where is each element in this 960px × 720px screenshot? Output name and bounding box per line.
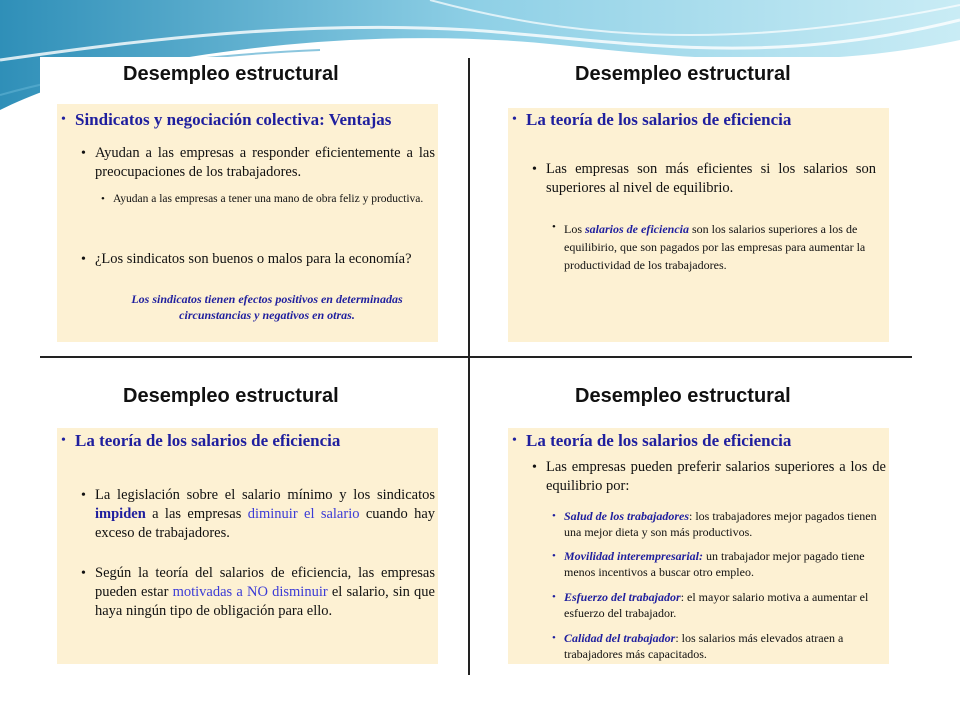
q3-b1-e: cuando hay exceso de trabajadores. [95,506,436,541]
q4-s1-text: : los trabajadores mejor pagados tienen una mejor dieta y son más productivos. [564,509,877,539]
q2-title: Desempleo estructural [575,63,791,85]
q3-b1-a: La legislación sobre el salario mínimo y los sindicatos [95,487,435,503]
q3-b1-c: a las empresas [145,506,248,522]
q3-heading: La teoría de los salarios de eficiencia [75,431,341,450]
bullet-dot-icon: • [81,488,86,503]
q3-b2-c: el salario, sin que haya ningún tipo de obligación para ello. [95,584,435,619]
q3-b2-a: Según la teoría del salarios de eficiencia, las empresas pueden estar [95,565,435,600]
horizontal-divider [40,356,912,358]
q4-sub-2 [564,548,886,580]
bullet-dot-icon: • [552,221,556,233]
bullet-dot-icon: • [81,146,86,161]
q2-bullet-1: Las empresas son más eficientes si los salarios son superiores al nivel de equilibrio. [546,161,876,196]
q2-sub-1 [564,220,886,274]
q3-bullet-1 [95,486,435,543]
bullet-dot-icon: • [532,162,537,177]
bullet-dot-icon: • [61,433,66,448]
q3-b2-b: motivadas a NO disminuir [172,584,328,600]
bullet-dot-icon: • [101,193,105,205]
q4-s4-text: : los salarios más elevados atraen a trabajadores más capacitados. [564,631,844,661]
q4-panel [508,428,889,664]
bullet-dot-icon: • [552,510,556,522]
q4-title: Desempleo estructural [575,385,791,407]
q4-s3-text: : el mayor salario motiva a aumentar el esfuerzo del trabajador. [564,590,869,620]
q3-title: Desempleo estructural [123,385,339,407]
q3-panel [57,428,438,664]
q1-panel [57,104,438,342]
q1-bullet-2: ¿Los sindicatos son buenos o malos para la economía? [95,251,412,267]
bullet-dot-icon: • [81,252,86,267]
bullet-dot-icon: • [552,632,556,644]
q4-s1-term: Salud de los trabajadores [564,509,690,523]
q4-s2-term: Movilidad interempresarial: [564,549,703,563]
q2-heading: La teoría de los salarios de eficiencia [526,110,792,129]
q1-heading: Sindicatos y negociación colectiva: Ventajas [75,110,392,129]
q2-panel [508,108,889,342]
q4-sub-4 [564,630,886,662]
q4-s2-text: un trabajador mejor pagado tiene menos incentivos a buscar otro empleo. [564,549,865,579]
q4-bullet-1: Las empresas pueden preferir salarios superiores a los de equilibrio por: [546,459,886,494]
q2-sub-1-term: salarios de eficiencia [585,222,689,236]
q1-title: Desempleo estructural [123,63,339,85]
q4-sub-1 [564,508,886,540]
bullet-dot-icon: • [552,550,556,562]
bullet-dot-icon: • [512,112,517,127]
q4-s4-term: Calidad del trabajador [564,631,676,645]
q1-bullet-1: Ayudan a las empresas a responder eficientemente a las preocupaciones de los trabajadores. [95,145,435,180]
q2-sub-1-pre: Los [564,222,585,236]
q1-sub-1: Ayudan a las empresas a tener una mano de obra feliz y productiva. [113,193,424,205]
bullet-dot-icon: • [61,112,66,127]
q4-sub-3 [564,589,886,621]
bullet-dot-icon: • [512,433,517,448]
bullet-dot-icon: • [81,566,86,581]
q2-sub-1-post: son los salarios superiores a los de equilibirio, que son pagados por las empresas para aumentar la productividad de los trabajadores. [564,222,866,272]
q3-b1-b: impiden [95,506,146,522]
q1-note: Los sindicatos tienen efectos positivos en determinadas circunstancias y negativos en otras. [131,292,403,322]
q3-b1-d: diminuir el salario [247,506,360,522]
bullet-dot-icon: • [552,591,556,603]
bullet-dot-icon: • [532,460,537,475]
q4-heading: La teoría de los salarios de eficiencia [526,431,792,450]
q4-s3-term: Esfuerzo del trabajador [564,590,681,604]
vertical-divider [468,58,470,675]
q3-bullet-2 [95,564,435,621]
